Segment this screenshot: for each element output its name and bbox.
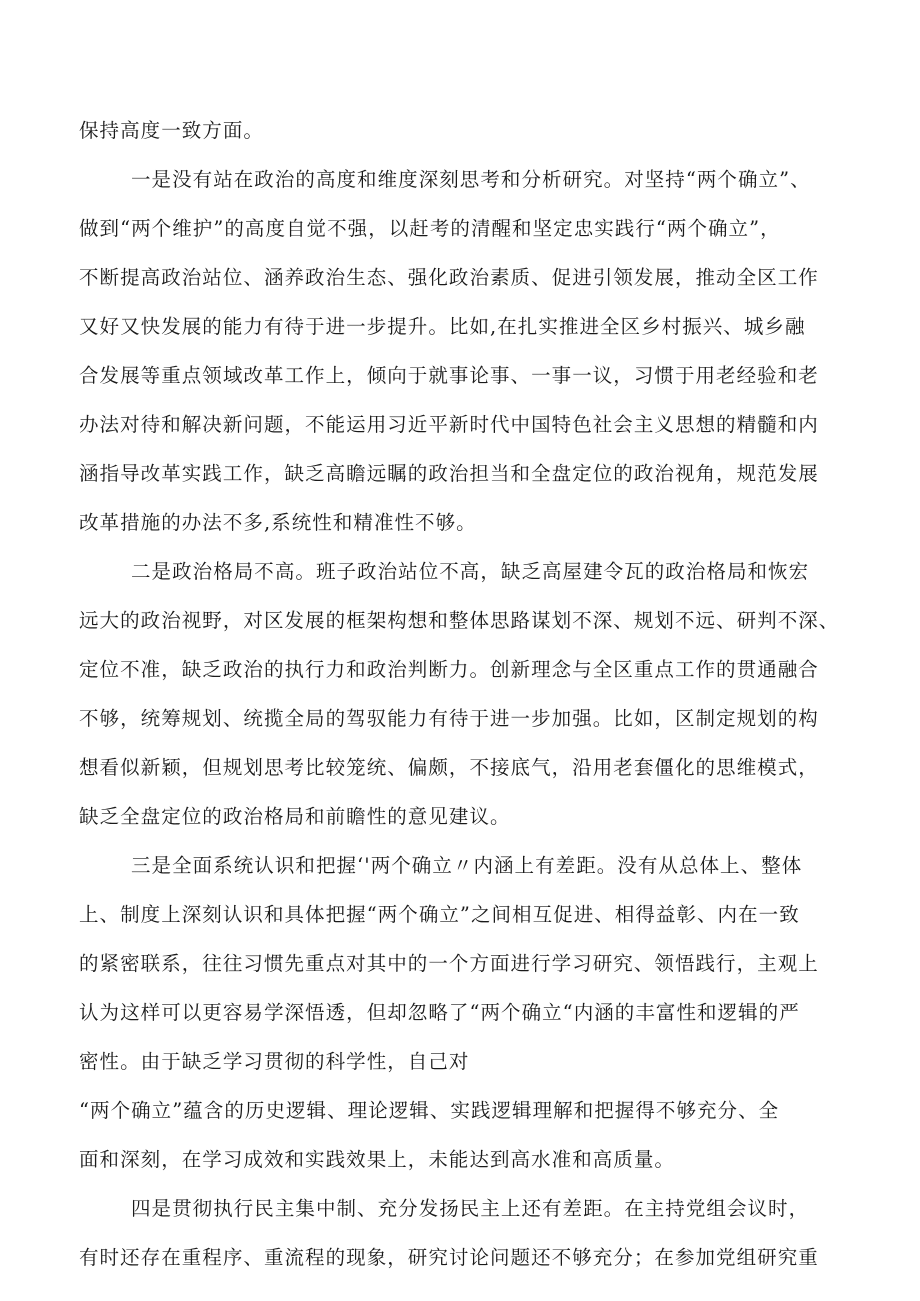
- paragraph-start-line: 四是贯彻执行民主集中制、充分发扬民主上还有差距。在主持党组会议时，: [131, 1197, 810, 1220]
- text-line: 做到“两个维护”的高度自觉不强，以赶考的清醒和坚定忠实践行“两个确立”，: [79, 217, 781, 240]
- text-line: 缺乏全盘定位的政治格局和前瞻性的意见建议。: [79, 805, 511, 828]
- text-line: 想看似新颖，但规划思考比较笼统、偏颇，不接底气，沿用老套僵化的思维模式，: [79, 756, 819, 779]
- text-line: 又好又快发展的能力有待于进一步提升。比如,在扎实推进全区乡村振兴、城乡融: [79, 315, 806, 338]
- paragraph-start-line: 二是政治格局不高。班子政治站位不高，缺乏高屋建令瓦的政治格局和恢宏: [131, 560, 810, 583]
- text-line: 办法对待和解决新问题，不能运用习近平新时代中国特色社会主义思想的精髓和内: [79, 413, 819, 436]
- text-line: 改革措施的办法不多,系统性和精准性不够。: [79, 511, 477, 534]
- text-line: 不断提高政治站位、涵养政治生态、强化政治素质、促进引领发展，推动全区工作: [79, 266, 819, 289]
- text-line: 远大的政治视野，对区发展的框架构想和整体思路谋划不深、规划不远、研判不深、: [79, 609, 840, 632]
- text-line: 面和深刻，在学习成效和实践效果上，未能达到高水准和高质量。: [79, 1148, 675, 1171]
- text-line: 定位不准，缺乏政治的执行力和政治判断力。创新理念与全区重点工作的贯通融合: [79, 658, 819, 681]
- text-line: 密性。由于缺乏学习贯彻的科学性，自己对: [79, 1050, 470, 1073]
- paragraph-start-line: 三是全面系统认识和把握‘'两个确立〃内涵上有差距。没有从总体上、整体: [131, 854, 803, 877]
- text-line: 保持高度一致方面。: [79, 119, 264, 142]
- text-line: 认为这样可以更容易学深悟透，但却忽略了“两个确立“内涵的丰富性和逻辑的严: [79, 1001, 800, 1024]
- text-line: “两个确立”蕴含的历史逻辑、理论逻辑、实践逻辑理解和把握得不够充分、全: [79, 1099, 780, 1122]
- text-line: 上、制度上深刻认识和具体把握“两个确立”之间相互促进、相得益彰、内在一致: [79, 903, 800, 926]
- text-line: 有时还存在重程序、重流程的现象，研究讨论问题还不够充分；在参加党组研究重: [79, 1246, 819, 1269]
- paragraph-start-line: 一是没有站在政治的高度和维度深刻思考和分析研究。对坚持“两个确立”、: [131, 168, 811, 191]
- text-line: 涵指导改革实践工作，缺乏高瞻远瞩的政治担当和全盘定位的政治视角，规范发展: [79, 462, 819, 485]
- text-line: 合发展等重点领域改革工作上，倾向于就事论事、一事一议，习惯于用老经验和老: [79, 364, 819, 387]
- text-line: 不够，统筹规划、统揽全局的驾驭能力有待于进一步加强。比如，区制定规划的构: [79, 707, 819, 730]
- text-line: 的紧密联系，往往习惯先重点对其中的一个方面进行学习研究、领悟践行，主观上: [79, 952, 819, 975]
